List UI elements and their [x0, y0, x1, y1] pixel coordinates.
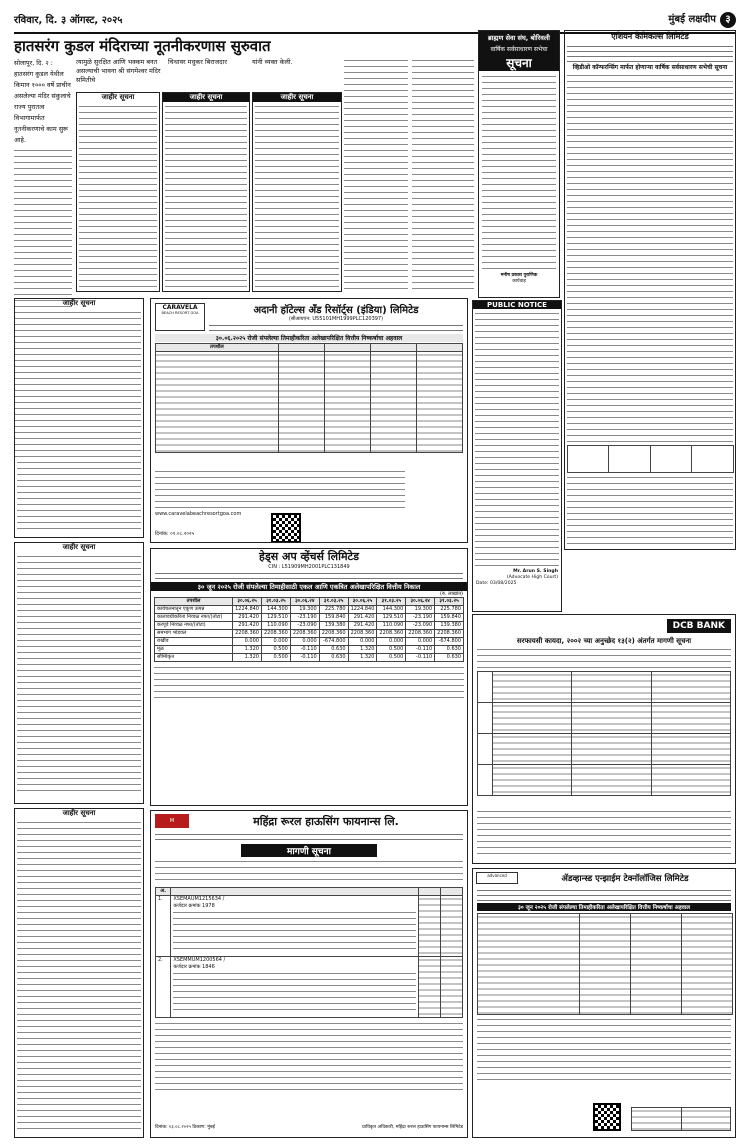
table-cell: -0.110 — [290, 646, 319, 654]
lead-story-col-1: सोलापूर, दि. २ : हातसरंग कुडल येथील किमान १००० वर्षे प्राचीन असलेल्या मंदिर संकुलाचे राज्य पुरातत्व विभागामार्फत नूतनीकरणाचे काम सुरू आहे. — [14, 58, 72, 458]
mahindra-logo: M — [155, 814, 189, 828]
table-cell: 144.300 — [377, 606, 406, 614]
table-row: 2. XSEMMUM1200564 / कर्जदार क्रमांक 1846 — [156, 957, 463, 1018]
asian-chemicals-table — [567, 445, 734, 473]
table-cell: 0.500 — [261, 654, 290, 662]
adani-result-title: ३०.०६.२०२५ रोजी संपलेल्या तिमाहीकरिता अलेखापरिक्षित वित्तीय निष्कर्षाचा अहवाल — [155, 334, 463, 342]
table-cell: 1.320 — [233, 646, 262, 654]
lead-story-col-4: यांनी व्यक्त केली. — [252, 58, 293, 66]
qr-code — [593, 1103, 621, 1131]
table-cell: 159.840 — [435, 614, 464, 622]
table-cell: 2208.360 — [435, 630, 464, 638]
borivali-title: सूचना — [479, 54, 559, 71]
table-row — [155, 606, 464, 614]
table-cell: 0.630 — [319, 646, 348, 654]
lead-story-col-3: चिथावर मधुकर बिराजदार — [168, 58, 227, 66]
heads-up-result-title: ३० जून २०२५ रोजी संपलेल्या तिमाहीसाठी एकल आणि एकत्रित अलेखापरिक्षित वित्तीय निकाल — [151, 582, 467, 591]
table-cell: 225.780 — [319, 606, 348, 614]
table-row — [155, 630, 464, 638]
table-cell: 1.320 — [233, 654, 262, 662]
advanced-enzyme-name: ॲडव्हान्स्ड एन्झाईम टेक्नॉलॉजिस लिमिटेड — [561, 873, 689, 884]
table-cell: 291.420 — [348, 614, 377, 622]
borivali-sub: वार्षिक सर्वसाधारण सभेचा — [479, 44, 559, 54]
table-cell: 0.630 — [319, 654, 348, 662]
public-notice-3: जाहीर सूचना — [252, 92, 342, 292]
adani-name: अदानी हॉटेल्स अँड रिसॉर्ट्स (इंडिया) लिमिटेड — [253, 305, 419, 316]
table-header-cell: ३०.०६.२५ — [348, 598, 377, 606]
table-header-cell: तपशील — [155, 598, 233, 606]
table-cell: 0.000 — [233, 638, 262, 646]
table-cell: 110.090 — [261, 622, 290, 630]
table-cell: 1.320 — [348, 646, 377, 654]
table-cell: 1224.840 — [348, 606, 377, 614]
table-cell: 0.500 — [377, 654, 406, 662]
table-cell: सौम्यिकृत — [155, 654, 233, 662]
table-cell: 291.420 — [233, 614, 262, 622]
qr-code — [271, 513, 301, 543]
table-cell: 19.300 — [406, 606, 435, 614]
table-cell: समभाग भांडवल — [155, 630, 233, 638]
table-cell: मूळ — [155, 646, 233, 654]
table-cell: 2208.360 — [261, 630, 290, 638]
public-notice-left-a: जाहीर सूचना — [14, 298, 144, 538]
table-cell: 291.420 — [233, 622, 262, 630]
table-cell: 0.000 — [261, 638, 290, 646]
table-cell: -23.190 — [406, 614, 435, 622]
advanced-enzyme-results: advanced ॲडव्हान्स्ड एन्झाईम टेक्नॉलॉजिस लिमिटेड ३० जून २०२५ रोजी संपलेल्या तिमाहीकरिता अलेखापरिक्षित वित्तीय निष्कर्षाचा अहवाल — [472, 868, 736, 1138]
asian-chemicals-name: एशियन केमिकल्स लिमिटेड — [611, 32, 689, 41]
table-cell: 1224.840 — [233, 606, 262, 614]
mahindra-demand-notice: M महिंद्रा रूरल हाऊसिंग फायनान्स लि. मागणी सूचना अ. 1. XSEMAUM1215634 / कर्जदार क्रमांक 1978 2. XSEMMUM1200564 / कर्जदार क्रमांक 1846 दिनांक: ०३.०८.२०२५ ठिकाण: मुंबई प्राधिकृत अधिकारी, महिंद्रा रूरल हाऊसिंग फायनान्स लिमिटेड — [150, 810, 468, 1138]
table-cell: 225.780 — [435, 606, 464, 614]
table-cell: 2208.360 — [406, 630, 435, 638]
table-cell: -674.800 — [435, 638, 464, 646]
table-cell: 2208.360 — [319, 630, 348, 638]
lead-story-col-2: त्यामुळे सुरक्षित आणि भक्कम बनत असल्याची भावना श्री संगमेश्वर मंदिर समितीचे — [76, 58, 161, 84]
dcb-table — [477, 671, 731, 796]
public-notice-2: जाहीर सूचना — [162, 92, 250, 292]
dcb-title: सरफायसी कायदा, २००२ च्या अनुच्छेद १३(२) अंतर्गत मागणी सूचना — [516, 637, 692, 645]
table-cell: 0.000 — [406, 638, 435, 646]
public-notice-left-c: जाहीर सूचना — [14, 808, 144, 1138]
adani-results: CARAVELA BEACH RESORT GOA अदानी हॉटेल्स अँड रिसॉर्ट्स (इंडिया) लिमिटेड (सीआयएन: U55101MH1999PLC120397) ३०.०६.२०२५ रोजी संपलेल्या तिमाहीकरिता अलेखापरिक्षित वित्तीय निष्कर्षाचा अहवाल तपशील www.caravelabeachresortgoa.com दिनांक: ०१.०८.२०२५ — [150, 298, 468, 543]
public-notice-left-b: जाहीर सूचना — [14, 542, 144, 804]
table-cell: 139.380 — [435, 622, 464, 630]
heads-up-table — [154, 597, 464, 662]
dcb-logo: DCB BANK — [667, 619, 731, 633]
table-cell: 0.000 — [377, 638, 406, 646]
asian-chemicals-notice: एशियन केमिकल्स लिमिटेड व्हिडीओ कॉन्फरन्सिंग मार्फत होणाऱ्या वार्षिक सर्वसाधारण सभेची सूचना — [564, 30, 736, 550]
heads-up-ventures-results: हेड्स अप व्हेंचर्स लिमिटेड CIN : L51909MH2001PLC131849 ३० जून २०२५ रोजी संपलेल्या तिमाहीसाठी एकल आणि एकत्रित अलेखापरिक्षित वित्तीय निकाल (रु. लाखांत) तपशील ३०.०६.२५ ३१.०३.२५ ३०.०६.२४ ३१.०३.२५ ३०.०६.२५ ३१.०३.२५ ३०.०६.२४ ३१.०३.२५ कार्यचलनातून एकूण उत्पन्न 1224.840 144.300 19.300 225.780 1224.840 144.300 19.300 225.780 कालावधीकरिता निव्वळ नफा/(तोटा) 291.420 129.510 -23.190 159.840 291.420 129.510 -23.190 159.840 करपूर्व निव्वळ नफा/(तोटा) 291.420 110.090 -23.090 139.380 291.420 110.090 -23.090 139.380 समभाग भांडवल 2208.360 2208.360 2208.360 2208.360 2208.360 2208.360 2208.360 2208.360 राखीव 0.000 0.000 0.000 -674.800 0.000 0.000 0.000 -674.800 मूळ 1.320 0.500 -0.110 0.630 1.320 0.500 -0.110 0.630 सौम्यिकृत 1.320 0.500 -0.110 0.630 1.320 0.500 -0.110 0.630 — [150, 548, 468, 806]
table-cell: 110.090 — [377, 622, 406, 630]
table-row — [155, 638, 464, 646]
table-cell: 0.500 — [377, 646, 406, 654]
mahindra-table: अ. 1. XSEMAUM1215634 / कर्जदार क्रमांक 1978 2. XSEMMUM1200564 / कर्जदार क्रमांक 1846 — [155, 887, 463, 1018]
table-cell: कार्यचलनातून एकूण उत्पन्न — [155, 606, 233, 614]
table-cell: 0.500 — [261, 646, 290, 654]
article-column — [344, 58, 408, 290]
adani-table: तपशील — [155, 343, 463, 453]
heads-up-name: हेड्स अप व्हेंचर्स लिमिटेड — [259, 550, 359, 563]
mahindra-name: महिंद्रा रूरल हाऊसिंग फायनान्स लि. — [253, 814, 399, 828]
advanced-enzyme-table — [477, 913, 733, 1015]
table-header-cell: ३०.०६.२५ — [233, 598, 262, 606]
table-cell: 19.300 — [290, 606, 319, 614]
table-header-cell: ३०.०६.२४ — [290, 598, 319, 606]
table-row — [155, 614, 464, 622]
table-row — [155, 646, 464, 654]
table-cell: -0.110 — [406, 646, 435, 654]
table-row — [155, 622, 464, 630]
advanced-enzyme-logo: advanced — [476, 872, 518, 884]
public-notice-english: PUBLIC NOTICE Mr. Arun S. Singh (Advocate High Court) Date: 03/08/2025 — [472, 300, 562, 612]
table-header-cell: ३१.०३.२५ — [377, 598, 406, 606]
table-cell: करपूर्व निव्वळ नफा/(तोटा) — [155, 622, 233, 630]
table-cell: 129.510 — [377, 614, 406, 622]
lead-headline: हातसरंग कुडल मंदिराच्या नूतनीकरणास सुरुवात — [14, 37, 271, 55]
table-cell: 139.380 — [319, 622, 348, 630]
table-cell: 0.000 — [348, 638, 377, 646]
table-cell: 0.630 — [435, 654, 464, 662]
table-cell: -0.110 — [290, 654, 319, 662]
table-cell: 159.840 — [319, 614, 348, 622]
table-cell: 1.320 — [348, 654, 377, 662]
page-number: ३ — [720, 12, 736, 28]
public-notice-1: जाहीर सूचना — [76, 92, 160, 292]
table-cell: 2208.360 — [348, 630, 377, 638]
table-header-cell: ३१.०३.२५ — [435, 598, 464, 606]
table-cell: 291.420 — [348, 622, 377, 630]
table-cell: -0.110 — [406, 654, 435, 662]
table-cell: 0.630 — [435, 646, 464, 654]
table-cell: 2208.360 — [290, 630, 319, 638]
header-date: रविवार, दि. ३ ऑगस्ट, २०२५ — [14, 15, 123, 26]
table-header-cell: ३१.०३.२५ — [261, 598, 290, 606]
borivali-agm-notice: ब्राह्मण सेवा संघ, बोरिवली वार्षिक सर्वसाधारण सभेचा सूचना मनीष प्रकाश पुराणिक कार्यवाह — [478, 30, 560, 298]
table-cell: 129.510 — [261, 614, 290, 622]
table-cell: 0.000 — [290, 638, 319, 646]
table-row — [155, 654, 464, 662]
table-cell: -23.190 — [290, 614, 319, 622]
table-cell: कालावधीकरिता निव्वळ नफा/(तोटा) — [155, 614, 233, 622]
table-cell: 2208.360 — [233, 630, 262, 638]
table-header-cell: ३१.०३.२५ — [319, 598, 348, 606]
table-row: 1. XSEMAUM1215634 / कर्जदार क्रमांक 1978 — [156, 896, 463, 957]
dcb-bank-notice — [472, 614, 736, 864]
article-column — [412, 58, 474, 290]
table-header-cell: ३०.०६.२४ — [406, 598, 435, 606]
mahindra-banner: मागणी सूचना — [241, 844, 377, 857]
table-cell: -23.090 — [406, 622, 435, 630]
table-cell: -674.800 — [319, 638, 348, 646]
header-section: मुंबई लक्षदीप ३ — [668, 11, 736, 28]
table-cell: राखीव — [155, 638, 233, 646]
table-cell: 2208.360 — [377, 630, 406, 638]
borivali-org: ब्राह्मण सेवा संघ, बोरिवली — [479, 31, 559, 44]
table-cell: -23.090 — [290, 622, 319, 630]
caravela-logo: CARAVELA BEACH RESORT GOA — [155, 303, 205, 331]
table-cell: 144.300 — [261, 606, 290, 614]
